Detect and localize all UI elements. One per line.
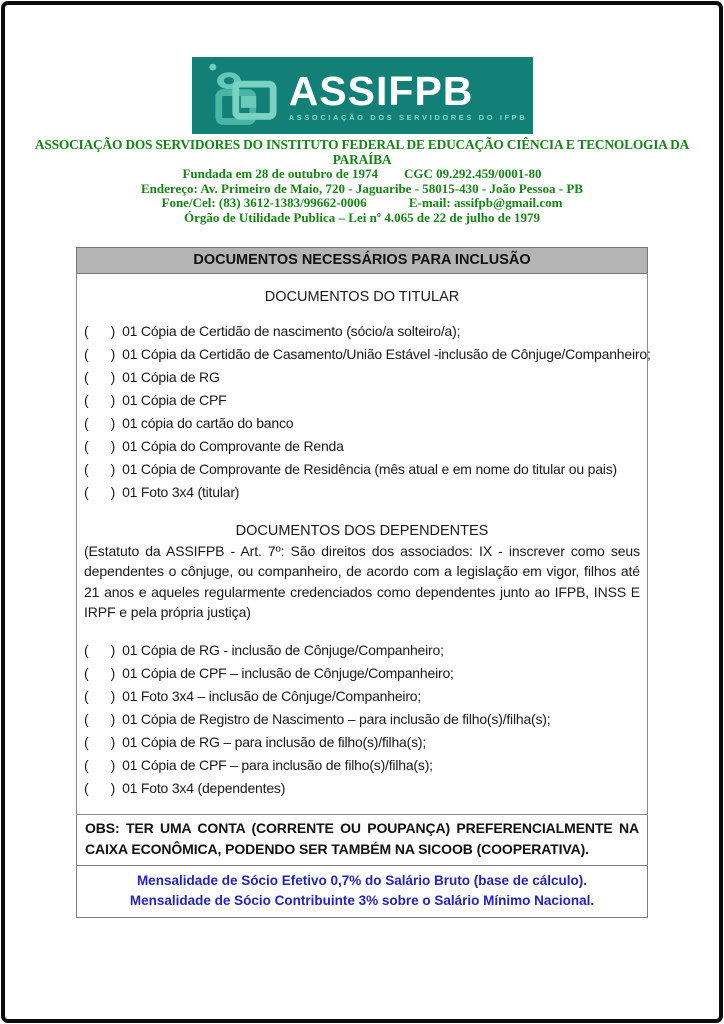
document-title-bar bbox=[76, 247, 648, 274]
association-name: ASSOCIAÇÃO DOS SERVIDORES DO INSTITUTO FEDERAL DE EDUCAÇÃO CIÊNCIA E TECNOLOGIA DA PARAÍBA bbox=[34, 137, 693, 167]
checklist-item bbox=[84, 639, 640, 662]
checklist-item bbox=[84, 366, 640, 389]
checkbox-marker: ( ) bbox=[84, 460, 116, 477]
checklist-item bbox=[84, 343, 651, 366]
logo-text-group bbox=[288, 67, 528, 122]
association-header bbox=[5, 138, 719, 226]
checklist-item bbox=[84, 708, 640, 731]
checkbox-marker: ( ) bbox=[84, 756, 116, 773]
checklist-item bbox=[84, 320, 640, 343]
logo-subtitle: ASSOCIAÇÃO DOS SERVIDORES DO IFPB bbox=[288, 112, 528, 122]
checklist-item bbox=[84, 435, 640, 458]
checklist-item bbox=[84, 731, 640, 754]
item-text: 01 Foto 3x4 (titular) bbox=[122, 483, 240, 500]
obs-note-box bbox=[76, 815, 648, 866]
checklist-box bbox=[76, 274, 651, 815]
document-body bbox=[76, 247, 651, 918]
checklist-item bbox=[84, 777, 640, 800]
checkbox-marker: ( ) bbox=[84, 687, 116, 704]
checkbox-marker: ( ) bbox=[84, 779, 116, 796]
checkbox-marker: ( ) bbox=[84, 345, 116, 362]
page-frame bbox=[1, 1, 723, 1023]
item-text: 01 Cópia de CPF bbox=[122, 391, 227, 408]
phone-email-line: Fone/Cel: (83) 3612-1383/99662-0006 E-mail: assifpb@gmail.com bbox=[161, 195, 563, 211]
logo-banner bbox=[192, 57, 533, 134]
item-text: 01 Cópia de CPF – inclusão de Cônjuge/Companheiro; bbox=[122, 664, 454, 681]
obs-text: OBS: TER UMA CONTA (CORRENTE OU POUPANÇA) PREFERENCIALMENTE NA CAIXA ECONÔMICA, PODENDO SER TAMBÉM NA SICOOB (COOPERATIVA). bbox=[85, 819, 639, 857]
assifpb-logo-icon bbox=[197, 62, 283, 130]
dependentes-item-list bbox=[84, 639, 640, 800]
checkbox-marker: ( ) bbox=[84, 641, 116, 658]
titular-item-list bbox=[84, 320, 651, 504]
item-text: 01 Foto 3x4 – inclusão de Cônjuge/Companheiro; bbox=[122, 687, 422, 704]
checklist-item bbox=[84, 481, 640, 504]
address-line: Endereço: Av. Primeiro de Maio, 720 - Jaguaribe - 58015-430 - João Pessoa - PB bbox=[141, 180, 583, 196]
document-title: DOCUMENTOS NECESSÁRIOS PARA INCLUSÃO bbox=[193, 252, 531, 269]
checklist-item bbox=[84, 412, 640, 435]
checkbox-marker: ( ) bbox=[84, 368, 116, 385]
checkbox-marker: ( ) bbox=[84, 322, 116, 339]
item-text: 01 Cópia de RG bbox=[122, 368, 220, 385]
item-text: 01 cópia do cartão do banco bbox=[122, 414, 294, 431]
item-text: 01 Cópia da Certidão de Casamento/União Estável -inclusão de Cônjuge/Companheiro; bbox=[122, 345, 651, 362]
checklist-item bbox=[84, 685, 640, 708]
founded-cgc-line: Fundada em 28 de outubro de 1974 CGC 09.292.459/0001-80 bbox=[182, 166, 542, 182]
item-text: 01 Cópia de RG - inclusão de Cônjuge/Companheiro; bbox=[122, 641, 444, 658]
checkbox-marker: ( ) bbox=[84, 664, 116, 681]
checklist-item bbox=[84, 389, 640, 412]
checkbox-marker: ( ) bbox=[84, 437, 116, 454]
membership-fees-box bbox=[76, 866, 648, 918]
checkbox-marker: ( ) bbox=[84, 483, 116, 500]
checklist-item bbox=[84, 754, 640, 777]
fee-efetivo-line: Mensalidade de Sócio Efetivo 0,7% do Salário Bruto (base de cálculo). bbox=[136, 872, 588, 888]
checkbox-marker: ( ) bbox=[84, 391, 116, 408]
checklist-item bbox=[84, 662, 640, 685]
checkbox-marker: ( ) bbox=[84, 414, 116, 431]
item-text: 01 Foto 3x4 (dependentes) bbox=[122, 779, 286, 796]
item-text: 01 Cópia de CPF – para inclusão de filho(s)/filha(s); bbox=[122, 756, 433, 773]
checkbox-marker: ( ) bbox=[84, 733, 116, 750]
item-text: 01 Cópia de Certidão de nascimento (sócio/a solteiro/a); bbox=[122, 322, 461, 339]
item-text: 01 Cópia de RG – para inclusão de filho(s)/filha(s); bbox=[122, 733, 427, 750]
checklist-item bbox=[84, 458, 640, 481]
estatuto-note: (Estatuto da ASSIFPB - Art. 7º: São direitos dos associados: IX - inscrever como seus dependentes o cônjuge, ou companheiro, de acordo com a legislação em vigor, filhos até 21 anos e aqueles regularmente credenciados como dependentes junto ao IFPB, INSS E IRPF e pela própria justiça) bbox=[84, 542, 640, 621]
fee-contribuinte-line: Mensalidade de Sócio Contribuinte 3% sobre o Salário Mínimo Nacional. bbox=[129, 892, 595, 908]
titular-section-heading: DOCUMENTOS DO TITULAR bbox=[264, 288, 460, 305]
item-text: 01 Cópia de Comprovante de Residência (mês atual e em nome do titular ou pais) bbox=[122, 460, 617, 477]
item-text: 01 Cópia de Registro de Nascimento – para inclusão de filho(s)/filha(s); bbox=[122, 710, 551, 727]
checkbox-marker: ( ) bbox=[84, 710, 116, 727]
logo-title: ASSIFPB bbox=[288, 67, 474, 114]
item-text: 01 Cópia do Comprovante de Renda bbox=[122, 437, 344, 454]
dependentes-section-heading: DOCUMENTOS DOS DEPENDENTES bbox=[235, 522, 489, 539]
public-utility-line: Órgão de Utilidade Publica – Lei nº 4.065 de 22 de julho de 1979 bbox=[183, 209, 541, 225]
